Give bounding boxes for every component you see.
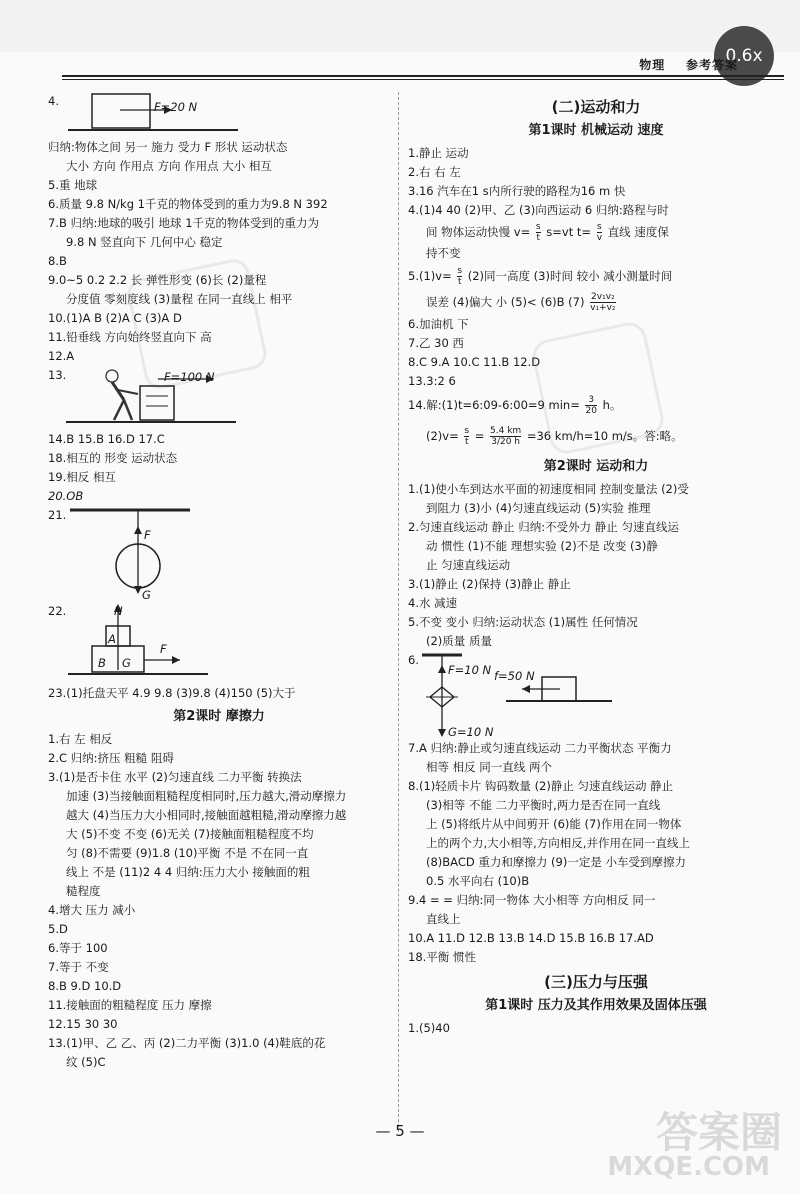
numerator: s (535, 222, 541, 232)
m4-text: 间 物体运动快慢 v= (426, 225, 531, 239)
q11-answer: 11.铅垂线 方向始终竖直向下 高 (48, 330, 212, 344)
n18-answer: 18.平衡 惯性 (408, 950, 476, 964)
numerator: 5.4 km (490, 426, 522, 436)
q9-answer-cont: 分度值 零刻度线 (3)量程 在同一直线上 相平 (66, 292, 293, 306)
fraction-3-over-20 (585, 395, 596, 416)
denominator: t (536, 233, 541, 243)
denominator: t (457, 277, 462, 287)
denominator: v (596, 233, 603, 243)
q22-block-B: B (98, 656, 106, 670)
m3-answer: 3.16 汽车在1 s内所行驶的路程为16 m 快 (408, 184, 626, 198)
n6-gravity-G: G=10 N (448, 725, 494, 739)
column-divider (398, 92, 399, 1132)
section-pressure-title: (三)压力与压强 (544, 973, 648, 991)
q7-answer: 7.B 归纳:地球的吸引 地球 1千克的物体受到的重力为 (48, 216, 320, 230)
q21-number: 21. (48, 508, 67, 522)
m14-text: =36 km/h=10 m/s。答:略。 (526, 429, 683, 443)
m6-answer: 6.加油机 下 (408, 317, 469, 331)
n9-answer-cont: 直线上 (426, 912, 461, 926)
q20-answer: 20.OB (48, 489, 84, 503)
numerator: 2v₁v₂ (591, 292, 615, 302)
denominator: v₁+v₂ (590, 303, 616, 313)
n8-answer-cont: 0.5 水平向右 (10)B (426, 874, 530, 888)
q18-answer: 18.相互的 形变 运动状态 (48, 451, 178, 465)
q13-number: 13. (48, 368, 67, 382)
lesson2-motion-force-title: 第2课时 运动和力 (543, 459, 649, 474)
m4-answer-cont (408, 220, 784, 244)
q22-stacked-blocks-diagram (68, 602, 248, 684)
f13-answer: 13.(1)甲、乙 乙、丙 (2)二力平衡 (3)1.0 (4)鞋底的花 (48, 1036, 326, 1050)
q13-force-label: F=100 N (164, 370, 215, 384)
q19-answer: 19.相反 相互 (48, 470, 116, 484)
q5-answer: 5.重 地球 (48, 178, 98, 192)
header-rule (62, 75, 784, 77)
n6-friction-f: f=50 N (494, 669, 535, 683)
m4-answer: 4.(1)4 40 (2)甲、乙 (3)向西运动 6 归纳:路程与时 (408, 203, 669, 217)
denominator: 20 (585, 406, 597, 416)
m13-answer: 13.3:2 6 (408, 374, 456, 388)
f11-answer: 11.接触面的粗糙程度 压力 摩擦 (48, 998, 212, 1012)
m8-12-answers: 8.C 9.A 10.C 11.B 12.D (408, 355, 541, 369)
fraction-s-over-t (536, 222, 541, 243)
q4-answer: 归纳:物体之间 另一 施力 受力 F 形状 运动状态 (48, 140, 288, 154)
f3-answer-cont: 线上 不是 (11)2 4 4 归纳:压力大小 接触面的粗 (66, 865, 310, 879)
n6-force-F: F=10 N (448, 663, 492, 677)
f12-answer: 12.15 30 30 (48, 1017, 118, 1031)
n8-answer-cont: (8)BACD 重力和摩擦力 (9)一定是 小车受到摩擦力 (426, 855, 686, 869)
p1-answer: 1.(5)40 (408, 1021, 450, 1035)
n7-answer: 7.A 归纳:静止或匀速直线运动 二力平衡状态 平衡力 (408, 741, 672, 755)
fraction-s-over-t (457, 266, 462, 287)
n7-answer-cont: 相等 相反 同一直线 两个 (426, 760, 552, 774)
watermark-site: MXQE.COM (607, 1152, 770, 1182)
m5-text: 5.(1)v= (408, 269, 452, 283)
f4-answer: 4.增大 压力 减小 (48, 903, 136, 917)
n1-answer-cont: 到阻力 (3)小 (4)匀速直线运动 (5)实验 推理 (426, 501, 651, 515)
f8-10-answers: 8.B 9.D 10.D (48, 979, 122, 993)
q4-figure (48, 92, 390, 138)
fraction-s-over-v (597, 222, 602, 243)
q21-figure (48, 506, 390, 602)
denominator: 3/20 h (491, 437, 521, 447)
q7-answer-cont: 9.8 N 竖直向下 几何中心 稳定 (66, 235, 223, 249)
q13-figure (48, 366, 390, 430)
n1-answer: 1.(1)使小车到达水平面的初速度相同 控制变量法 (2)受 (408, 482, 689, 496)
f3-answer-cont: 匀 (8)不需要 (9)1.8 (10)平衡 不是 不在同一直 (66, 846, 309, 860)
fraction-distance-over-time (490, 426, 521, 447)
m14-text: h。 (602, 398, 622, 412)
f5-answer: 5.D (48, 922, 68, 936)
lesson2-friction-title: 第2课时 摩擦力 (173, 709, 265, 724)
m2-answer: 2.右 右 左 (408, 165, 461, 179)
q21-force-G: G (142, 588, 151, 602)
n3-answer: 3.(1)静止 (2)保持 (3)静止 静止 (408, 577, 571, 591)
n2-answer-cont: 动 惯性 (1)不能 理想实验 (2)不是 改变 (3)静 (426, 539, 658, 553)
numerator: s (464, 426, 470, 436)
q4-answer-cont: 大小 方向 作用点 方向 作用点 大小 相互 (66, 159, 272, 173)
q10-answer: 10.(1)A B (2)A C (3)A D (48, 311, 182, 325)
n6-number: 6. (408, 653, 419, 667)
q4-number: 4. (48, 94, 59, 108)
f7-answer: 7.等于 不变 (48, 960, 109, 974)
m14-text: (2)v= (426, 429, 459, 443)
q21-force-F: F (144, 528, 151, 542)
q4-force-label: F=20 N (154, 100, 198, 114)
numerator: 3 (585, 395, 596, 406)
n2-answer: 2.匀速直线运动 静止 归纳:不受外力 静止 匀速直线运 (408, 520, 679, 534)
f3-answer-cont: 糙程度 (66, 884, 101, 898)
f1-answer: 1.右 左 相反 (48, 732, 113, 746)
n8-answer-cont: (3)相等 不能 二力平衡时,两力是否在同一直线 (426, 798, 661, 812)
right-column (408, 92, 784, 1038)
n8-answer: 8.(1)轻质卡片 钩码数量 (2)静止 匀速直线运动 静止 (408, 779, 674, 793)
n8-answer-cont: 上 (5)将纸片从中间剪开 (6)能 (7)作用在同一物体 (426, 817, 682, 831)
m14-answer-part1 (408, 391, 784, 419)
m4-answer-cont: 持不变 (426, 246, 461, 260)
n4-answer: 4.水 减速 (408, 596, 458, 610)
fraction-s-over-t (464, 426, 469, 447)
n8-answer-cont: 上的两个力,大小相等,方向相反,并作用在同一直线上 (426, 836, 690, 850)
numerator: s (597, 222, 602, 232)
n6-figure (408, 651, 784, 739)
m14-text: 14.解:(1)t=6:09-6:00=9 min= (408, 398, 580, 412)
section-motion-force-title: (二)运动和力 (551, 98, 641, 116)
watermark-logo: 答案圈 (655, 1108, 782, 1157)
top-bar (0, 0, 800, 52)
left-column (48, 92, 390, 1072)
m5-text: 误差 (4)偏大 小 (5)< (6)B (7) (426, 295, 585, 309)
f13-answer-cont: 纹 (5)C (66, 1055, 106, 1069)
fraction-average-speed (590, 292, 615, 313)
zoom-badge[interactable]: 0.6x (714, 26, 774, 86)
q22-block-A: A (108, 632, 116, 646)
q22-number: 22. (48, 604, 67, 618)
denominator: t (464, 437, 469, 447)
m14-answer-part2 (408, 419, 784, 453)
page-header (639, 56, 738, 73)
header-title: 参考答案 (685, 58, 738, 72)
m4-text: 直线 速度保 (607, 225, 669, 239)
f3-answer-cont: 越大 (4)当压力大小相同时,接触面越粗糙,滑动摩擦力越 (66, 808, 347, 822)
n5-answer: 5.不变 变小 归纳:运动状态 (1)属性 任何情况 (408, 615, 638, 629)
q22-force-N: N (114, 604, 123, 618)
f2-answer: 2.C 归纳:挤压 粗糙 阻碍 (48, 751, 174, 765)
m5-answer-cont (408, 289, 784, 315)
m4-text: s=vt t= (546, 225, 592, 239)
numerator: s (457, 266, 463, 276)
f3-answer: 3.(1)是否卡住 水平 (2)匀速直线 二力平衡 转换法 (48, 770, 302, 784)
f3-answer-cont: 加速 (3)当接触面粗糙程度相同时,压力越大,滑动摩擦力 (66, 789, 347, 803)
n2-answer-cont: 止 匀速直线运动 (426, 558, 511, 572)
q22-force-F: F (160, 642, 167, 656)
q22-force-G: G (122, 656, 131, 670)
q12-answer: 12.A (48, 349, 75, 363)
n10-17-answers: 10.A 11.D 12.B 13.B 14.D 15.B 16.B 17.AD (408, 931, 654, 945)
m1-answer: 1.静止 运动 (408, 146, 469, 160)
q23-answer: 23.(1)托盘天平 4.9 9.8 (3)9.8 (4)150 (5)大于 (48, 686, 296, 700)
header-subject: 物理 (639, 58, 666, 72)
page-number: — 5 — (375, 1122, 425, 1140)
m5-text: (2)同一高度 (3)时间 较小 减小测量时间 (467, 269, 673, 283)
m7-answer: 7.乙 30 西 (408, 336, 464, 350)
n9-answer: 9.4 = = 归纳:同一物体 大小相等 方向相反 同一 (408, 893, 656, 907)
m14-text: = (474, 429, 485, 443)
header-rule-thin (62, 79, 784, 80)
q8-answer: 8.B (48, 254, 67, 268)
lesson1-pressure-title: 第1课时 压力及其作用效果及固体压强 (485, 998, 707, 1013)
lesson1-motion-title: 第1课时 机械运动 速度 (528, 123, 664, 138)
q22-figure (48, 602, 390, 684)
q6-answer: 6.质量 9.8 N/kg 1千克的物体受到的重力为9.8 N 392 (48, 197, 328, 211)
n5-answer-cont: (2)质量 质量 (426, 634, 492, 648)
m5-answer (408, 263, 784, 289)
f6-answer: 6.等于 100 (48, 941, 108, 955)
q9-answer: 9.0~5 0.2 2.2 长 弹性形变 (6)长 (2)量程 (48, 273, 267, 287)
f3-answer-cont: 大 (5)不变 不变 (6)无关 (7)接触面粗糙程度不均 (66, 827, 314, 841)
q14-17-answers: 14.B 15.B 16.D 17.C (48, 432, 165, 446)
